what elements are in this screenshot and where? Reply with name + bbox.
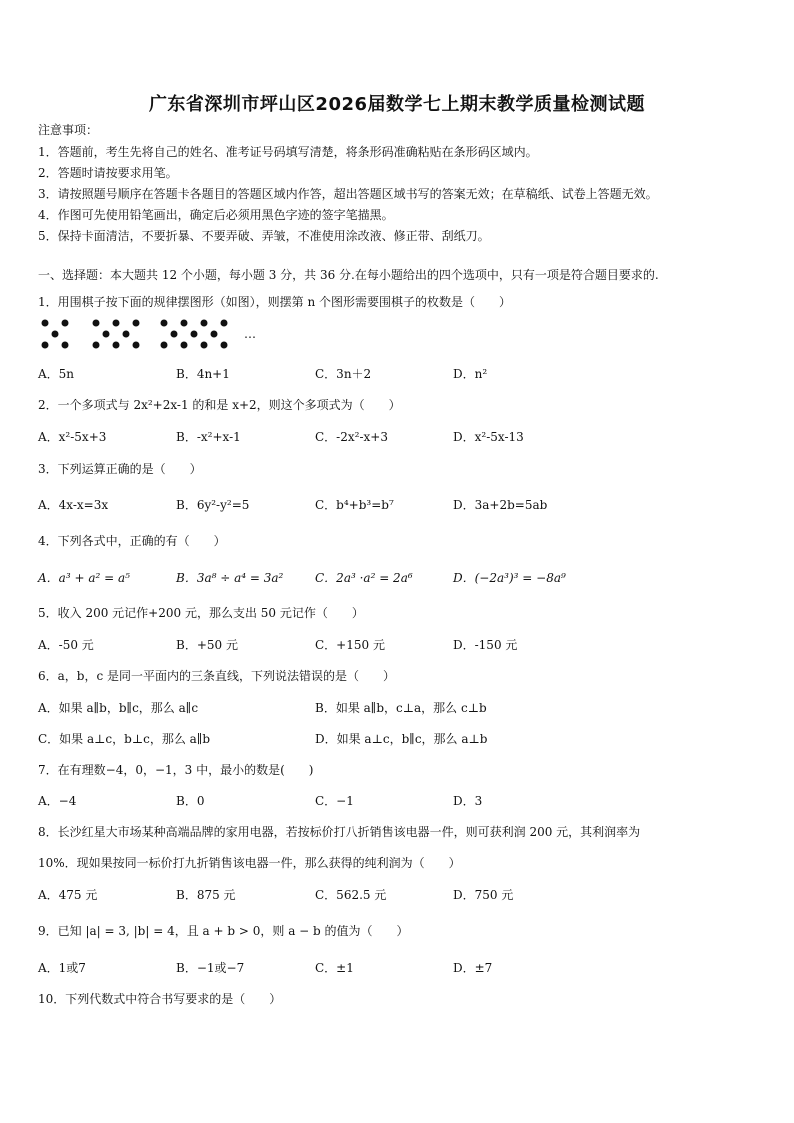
- question-2-stem: 2．一个多项式与 2x²+2x-1 的和是 x+2，则这个多项式为（ ）: [38, 398, 401, 412]
- q7-option-c: C．−1: [315, 794, 354, 808]
- q8-option-b: B．875 元: [176, 888, 236, 902]
- q8-option-d: D．750 元: [453, 888, 514, 902]
- question-7-stem: 7．在有理数−4，0，−1，3 中，最小的数是( ): [38, 763, 314, 777]
- question-4-stem: 4．下列各式中，正确的有（ ）: [38, 534, 226, 548]
- go-stones-pattern-figure: [38, 317, 278, 353]
- q4-option-c: C．2a³ ·a² = 2a⁶: [315, 571, 413, 585]
- q2-option-b: B．-x²+x-1: [176, 430, 241, 444]
- q7-option-b: B．0: [176, 794, 205, 808]
- q1-option-b: B．4n+1: [176, 367, 230, 381]
- q9-option-d: D．±7: [453, 961, 493, 975]
- q6-option-c: C．如果 a⊥c，b⊥c，那么 a∥b: [38, 732, 211, 746]
- question-1-stem: 1．用围棋子按下面的规律摆图形（如图），则摆第 n 个图形需要围棋子的枚数是（ ）: [38, 295, 511, 309]
- q3-option-a: A．4x-x=3x: [38, 498, 109, 512]
- figure-ellipsis: …: [244, 327, 256, 341]
- q5-option-a: A．-50 元: [38, 638, 94, 652]
- q8-option-a: A．475 元: [38, 888, 98, 902]
- q1-option-a: A．5n: [38, 367, 75, 381]
- q6-option-a: A．如果 a∥b，b∥c，那么 a∥c: [38, 701, 199, 715]
- q1-option-d: D．n²: [453, 367, 488, 381]
- question-3-stem: 3．下列运算正确的是（ ）: [38, 462, 202, 476]
- notice-item-1: 1．答题前，考生先将自己的姓名、准考证号码填写清楚，将条形码准确粘贴在条形码区域内。: [38, 145, 538, 159]
- notice-item-4: 4．作图可先使用铅笔画出，确定后必须用黑色字迹的签字笔描黑。: [38, 208, 394, 222]
- q5-option-d: D．-150 元: [453, 638, 518, 652]
- question-8-stem: 8．长沙红星大市场某种高端品牌的家用电器，若按标价打八折销售该电器一件，则可获利润 200 元，其利润率为: [38, 825, 641, 839]
- q9-option-a: A．1或7: [38, 961, 86, 975]
- question-9-stem: 9．已知 |a| = 3, |b| = 4，且 a + b > 0，则 a − b 的值为（ ）: [38, 924, 409, 938]
- question-5-stem: 5．收入 200 元记作+200 元，那么支出 50 元记作（ ）: [38, 606, 364, 620]
- question-8-stem-continued: 10%．现如果按同一标价打九折销售该电器一件，那么获得的纯利润为（ ）: [38, 856, 461, 870]
- q5-option-c: C．+150 元: [315, 638, 385, 652]
- notice-heading: 注意事项：: [38, 123, 99, 137]
- q9-option-b: B．−1或−7: [176, 961, 245, 975]
- q2-option-a: A．x²-5x+3: [38, 430, 107, 444]
- q9-option-c: C．±1: [315, 961, 354, 975]
- q3-option-c: C．b⁴+b³=b⁷: [315, 498, 394, 512]
- q8-option-c: C．562.5 元: [315, 888, 387, 902]
- q6-option-d: D．如果 a⊥c，b∥c，那么 a⊥b: [315, 732, 488, 746]
- section-heading: 一、选择题：本大题共 12 个小题，每小题 3 分，共 36 分.在每小题给出的四个选项中，只有一项是符合题目要求的.: [38, 268, 659, 282]
- exam-title: 广东省深圳市坪山区2026届数学七上期末教学质量检测试题: [148, 94, 646, 115]
- q4-option-b: B．3a⁸ ÷ a⁴ = 3a²: [176, 571, 284, 585]
- q7-option-d: D．3: [453, 794, 483, 808]
- q4-option-a: A．a³ + a² = a⁵: [38, 571, 130, 585]
- q7-option-a: A．−4: [38, 794, 77, 808]
- question-10-stem: 10．下列代数式中符合书写要求的是（ ）: [38, 992, 282, 1006]
- q5-option-b: B．+50 元: [176, 638, 238, 652]
- notice-item-5: 5．保持卡面清洁，不要折暴、不要弄破、弄皱，不准使用涂改液、修正带、刮纸刀。: [38, 229, 490, 243]
- q3-option-b: B．6y²-y²=5: [176, 498, 250, 512]
- q1-option-c: C．3n＋2: [315, 367, 372, 381]
- notice-item-3: 3．请按照题号顺序在答题卡各题目的答题区域内作答，超出答题区域书写的答案无效；在草稿纸、试卷上答题无效。: [38, 187, 658, 201]
- q6-option-b: B．如果 a∥b，c⊥a，那么 c⊥b: [315, 701, 487, 715]
- question-6-stem: 6．a，b，c 是同一平面内的三条直线，下列说法错误的是（ ）: [38, 669, 396, 683]
- q3-option-d: D．3a+2b=5ab: [453, 498, 548, 512]
- notice-item-2: 2．答题时请按要求用笔。: [38, 166, 178, 180]
- q4-option-d: D．(−2a³)³ = −8a⁹: [453, 571, 566, 585]
- q2-option-c: C．-2x²-x+3: [315, 430, 388, 444]
- q2-option-d: D．x²-5x-13: [453, 430, 524, 444]
